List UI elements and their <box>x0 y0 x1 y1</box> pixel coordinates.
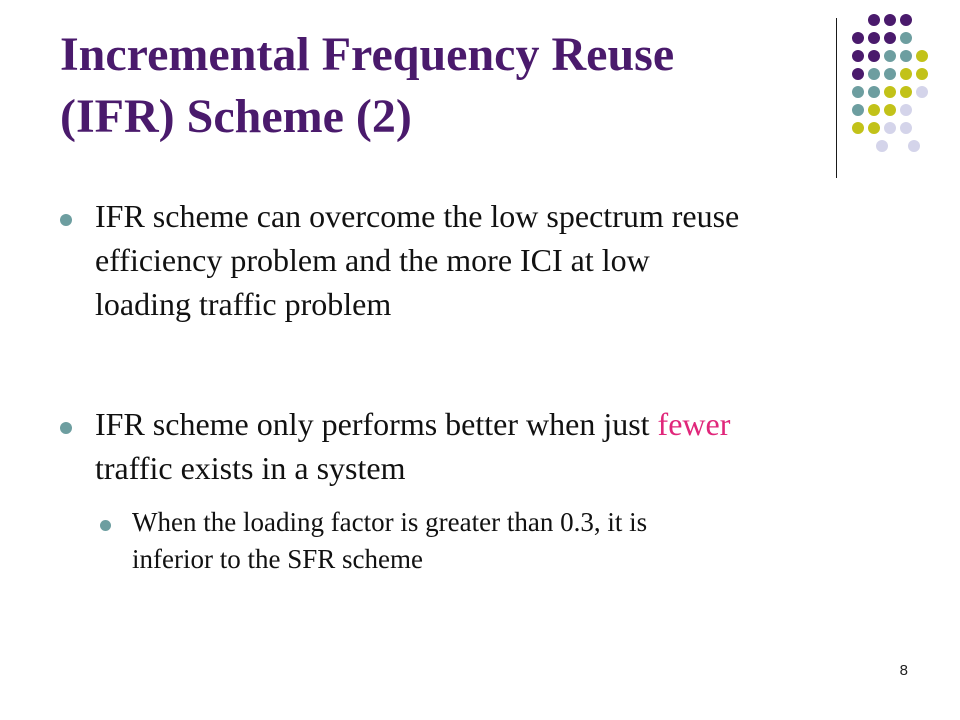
bullet-line: traffic exists in a system <box>95 450 406 486</box>
sub-bullet-line: inferior to the SFR scheme <box>132 544 423 574</box>
bullet-line: loading traffic problem <box>95 286 392 322</box>
bullet-text <box>95 402 915 490</box>
bullet-line: efficiency problem and the more ICI at low <box>95 242 650 278</box>
bullet-line: IFR scheme can overcome the low spectrum reuse <box>95 198 740 234</box>
sub-bullet-dot-icon <box>100 520 111 531</box>
page-number: 8 <box>899 662 908 679</box>
slide-title-line-2: (IFR) Scheme (2) <box>60 90 412 143</box>
bullet-text <box>95 194 915 326</box>
slide-title-line-1: Incremental Frequency Reuse <box>60 28 675 81</box>
sub-bullet-line: When the loading factor is greater than 0.3, it is <box>132 507 648 537</box>
highlighted-word: fewer <box>657 406 731 442</box>
bullet-dot-icon <box>60 214 72 226</box>
sub-bullet-text <box>132 504 872 578</box>
bullet-dot-icon <box>60 422 72 434</box>
bullet-text-segment: IFR scheme only performs better when just <box>95 406 658 442</box>
bullet-line <box>95 402 915 446</box>
